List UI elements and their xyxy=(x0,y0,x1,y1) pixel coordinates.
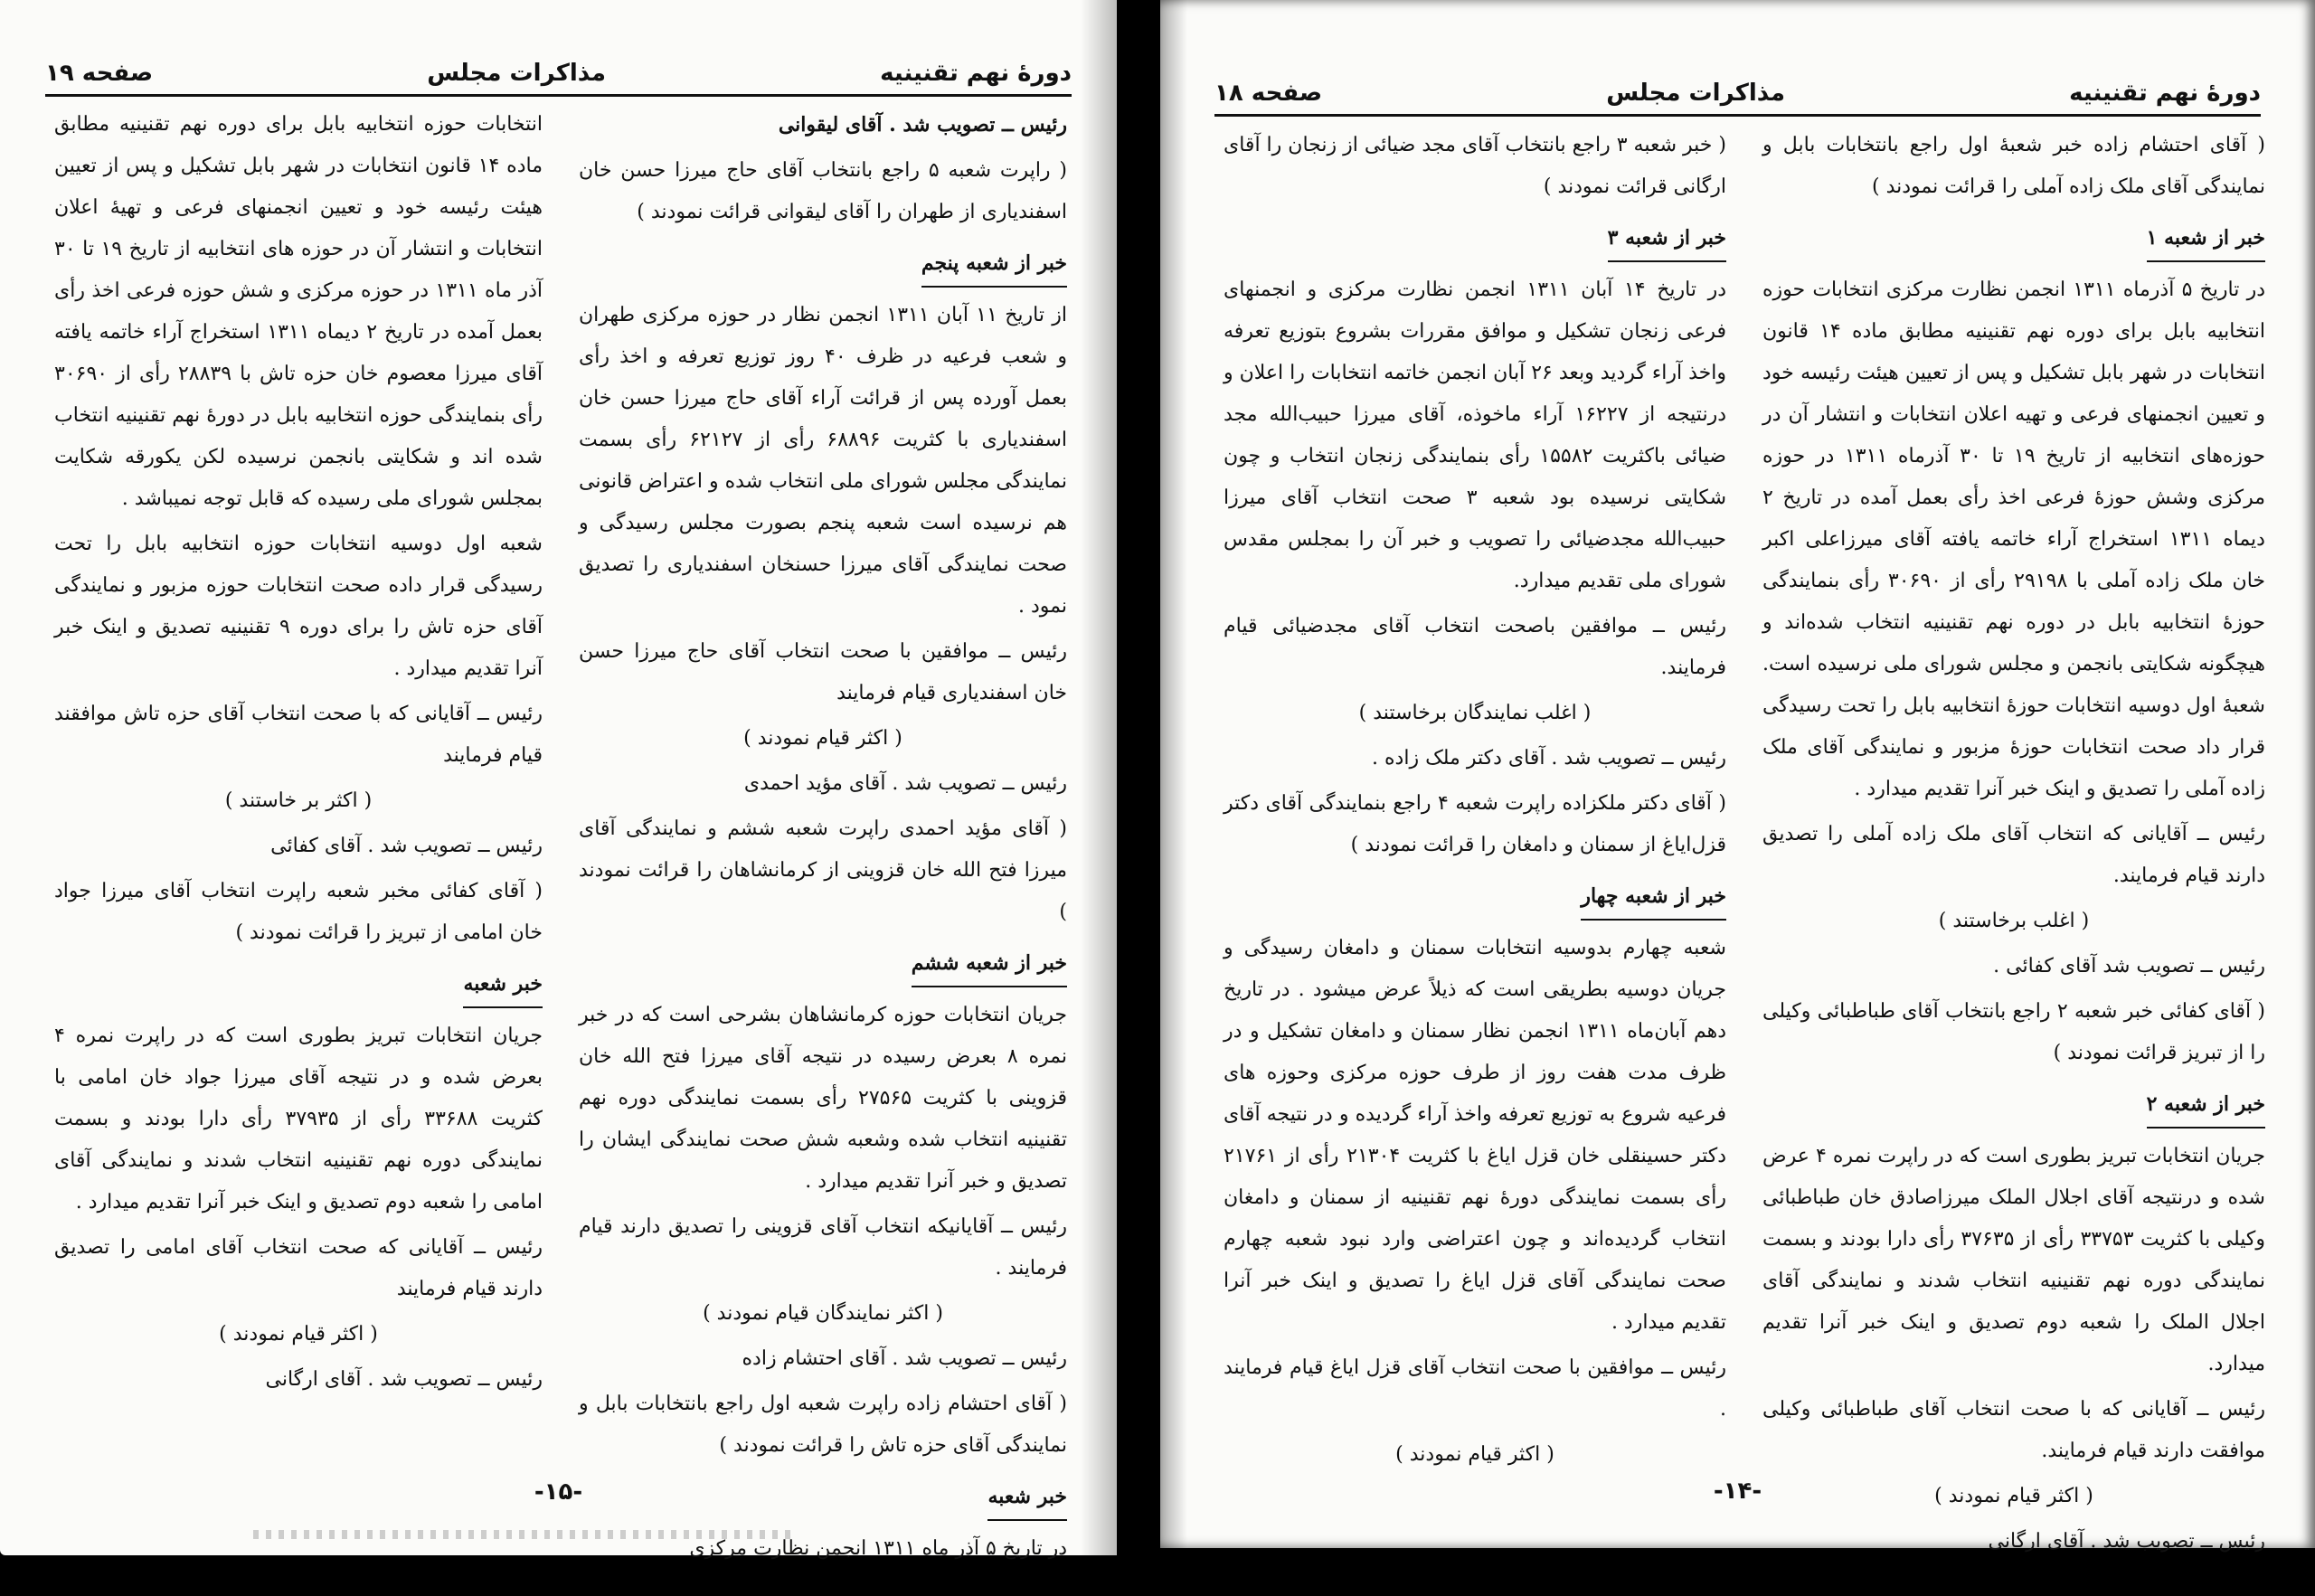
running-head xyxy=(45,52,1072,97)
page-label: صفحه ۱۹ xyxy=(45,60,154,87)
subhead-wrap xyxy=(1762,1078,2265,1136)
session-label: دورهٔ نهم تقنینیه xyxy=(2069,80,2261,107)
session-label: دورهٔ نهم تقنینیه xyxy=(880,60,1072,87)
paragraph xyxy=(579,104,1067,146)
paragraph: ( آقای کفائی مخبر شعبه راپرت انتخاب آقای میرزا جواد خان امامی از تبریز را قرائت نمودند ) xyxy=(54,880,543,944)
paragraph: در تاریخ ۵ آذرماه ۱۳۱۱ انجمن نظارت مرکزی انتخابات حوزه انتخابیه بابل برای دوره نهم تقنینیه مطابق ماده ۱۴ قانون انتخابات در شهر بابل تشکیل و پس از تعیین هیئت رئیسه خود و تعیین انجمنهای فرعی و تهیه اعلان انتخابات و انتشار آن در حوزه‌های انتخابیه از تاریخ ۱۹ تا ۳۰ آذرماه ۱۳۱۱ در حوزه مرکزی وشش حوزهٔ فرعی اخذ رأی بعمل آمده در تاریخ ۲ دیماه ۱۳۱۱ استخراج آراء خاتمه یافته آقای میرزاعلی اکبر خان ملک زاده آملی با ۲۹۱۹۸ رأی از ۳۰۶۹۰ رأی بنمایندگی حوزهٔ انتخابیه بابل در دوره نهم تقنینیه انتخاب شده‌اند و هیچگونه شکایتی بانجمن و مجلس شورای ملی نرسیده است. شعبهٔ اول دوسیه انتخابات حوزهٔ انتخابیه بابل را تحت رسیدگی قرار داد صحت انتخابات حوزهٔ مزبور و نمایندگی آقای ملک زاده آملی را تصدیق و اینک خبر آنرا تقدیم میدارد . xyxy=(1762,279,2265,800)
column-right xyxy=(579,104,1068,1560)
text-columns xyxy=(1224,125,2266,1553)
section-heading: خبر از شعبه ۳ xyxy=(1608,217,1726,262)
column-left xyxy=(1224,125,1727,1466)
paragraph: رئیس ــ تصویب شد . آقای ارگانی xyxy=(1988,1530,2265,1553)
paragraph: جریان انتخابات تبریز بطوری است که در راپرت نمره ۴ عرض شده و درنتیجه آقای اجلال الملک میرزاصادق خان طباطبائی وکیلی با کثریت ۳۳۷۵۳ رأی از ۳۷۶۳۵ رأی دارا بودند و بسمت نمایندگی دوره نهم تقنینیه انتخاب شدند و نمایندگی آقای اجلال الملک را شعبه دوم تصدیق و اینک خبر آنرا تقدیم میدارد. xyxy=(1762,1145,2266,1375)
vote-note: ( اکثر نمایندگان قیام نمودند ) xyxy=(703,1302,943,1325)
paragraph: رئیس ــ تصویب شد . آقای ارگانی xyxy=(265,1368,543,1391)
vote-note: ( اغلب برخاستند ) xyxy=(1938,910,2090,932)
paragraph: ( راپرت شعبه ۵ راجع بانتخاب آقای حاج میرزا حسن خان اسفندیاری از طهران را آقای لیقوانی قرائت نمودند ) xyxy=(579,159,1067,223)
subhead-wrap xyxy=(579,237,1067,295)
journal-title: مذاکرات مجلس xyxy=(1606,80,1785,107)
paragraph: رئیس ــ آقایانیکه انتخاب آقای قزوینی را تصدیق دارند قیام فرمایند . xyxy=(579,1215,1067,1280)
paragraph: ( آقای کفائی خبر شعبه ۲ راجع بانتخاب آقای طباطبائی وکیلی را از تبریز قرائت نمودند ) xyxy=(1762,1000,2265,1064)
vote-note: ( اکثر قیام نمودند ) xyxy=(1395,1443,1554,1466)
paragraph: ( خبر شعبه ۳ راجع بانتخاب آقای مجد ضیائی از زنجان را آقای ارگانی قرائت نمودند ) xyxy=(1224,134,1726,198)
paragraph: ( آقای مؤید احمدی راپرت شعبه ششم و نمایندگی آقای میرزا فتح الله خان قزوینی از کرمانشاهان را قرائت نمودند ) xyxy=(579,817,1067,923)
paragraph: رئیس ــ موافقین با صحت انتخاب آقای حاج میرزا حسن خان اسفندیاری قیام فرمایند xyxy=(579,640,1067,704)
vote-note: ( اغلب نمایندگان برخاستند ) xyxy=(1358,702,1592,724)
section-heading: خبر از شعبه ۱ xyxy=(2147,217,2265,262)
section-heading: خبر از شعبه ششم xyxy=(912,942,1067,987)
subhead-wrap xyxy=(1224,212,1726,269)
page-number: -۱۵- xyxy=(534,1478,583,1506)
gutter-shadow xyxy=(1081,0,1117,1555)
paragraph: در تاریخ ۵ آذر ماه ۱۳۱۱ انجمن نظارت مرکزی xyxy=(689,1537,1067,1560)
column-right xyxy=(1762,125,2266,1553)
page-number: -۱۴- xyxy=(1713,1478,1762,1505)
subhead-wrap xyxy=(579,937,1067,995)
subhead-wrap xyxy=(54,958,543,1015)
paragraph: ( آقای احتشام زاده راپرت شعبه اول راجع بانتخابات بابل و نمایندگی آقای حزه تاش را قرائت نمودند ) xyxy=(579,1393,1067,1457)
vote-note: ( اکثر قیام نمودند ) xyxy=(743,727,902,750)
paragraph: جریان انتخابات تبریز بطوری است که در راپرت نمره ۴ بعرض شده و در نتیجه آقای میرزا جواد خان امامی با کثریت ۳۳۶۸۸ رأی از ۳۷۹۳۵ رأی دارا بودند و بسمت نمایندگی دوره نهم تقنینیه انتخاب شدند و نمایندگی آقای امامی را شعبه دوم تصدیق و اینک خبر آنرا تقدیم میدارد . xyxy=(54,1025,543,1214)
paragraph: رئیس ــ موافقین با صحت انتخاب آقای قزل ایاغ قیام فرمایند . xyxy=(1224,1356,1726,1421)
vote-note: ( اکثر قیام نمودند ) xyxy=(219,1323,378,1346)
scan-artifact xyxy=(253,1530,796,1539)
left-page xyxy=(0,0,1117,1560)
paragraph: جریان انتخابات حوزه کرمانشاهان بشرحی است که در خبر نمره ۸ بعرض رسیده در نتیجه آقای میرزا فتح الله خان قزوینی با کثریت ۲۷۵۶۵ رأی بسمت نمایندگی دوره نهم تقنینیه انتخاب شده وشعبه شش صحت نمایندگی ایشان را تصدیق و خبر آنرا تقدیم میدارد . xyxy=(579,1004,1067,1193)
paragraph: در تاریخ ۱۴ آبان ۱۳۱۱ انجمن نظارت مرکزی و انجمنهای فرعی زنجان تشکیل و موافق مقررات بشروع بتوزیع تعرفه واخذ آراء گردید وبعد ۲۶ آبان انجمن خاتمه انتخابات را اعلان و درنتیجه از ۱۶۲۲۷ آراء ماخوذه، آقای میرزا حبیب‌الله مجد ضیائی باکثریت ۱۵۵۸۲ رأی بنمایندگی زنجان انتخاب و چون شکایتی نرسیده بود شعبه ۳ صحت انتخاب آقای میرزا حبیب‌الله مجدضیائی را تصویب و خبر آن را بمجلس مقدس شورای ملی تقدیم میدارد. xyxy=(1224,279,1726,592)
page-label: صفحه ۱۸ xyxy=(1214,80,1323,107)
gutter-shadow xyxy=(1160,0,1187,1548)
paragraph: رئیس ــ تصویب شد . آقای مؤید احمدی xyxy=(743,772,1067,795)
paragraph: ( آقای دکتر ملکزاده راپرت شعبه ۴ راجع بنمایندگی آقای دکتر قزل‌ایاغ از سمنان و دامغان را قرائت نمودند ) xyxy=(1224,792,1727,856)
paragraph: ( آقای احتشام زاده خبر شعبهٔ اول راجع بانتخابات بابل و نمایندگی آقای ملک زاده آملی را قرائت نمودند ) xyxy=(1762,134,2265,198)
section-heading: خبر از شعبه چهار xyxy=(1581,875,1726,921)
vote-note: ( اکثر قیام نمودند ) xyxy=(1934,1485,2093,1507)
paragraph: رئیس ــ موافقین باصحت انتخاب آقای مجدضیائی قیام فرمایند. xyxy=(1224,615,1726,679)
right-page xyxy=(1160,0,2315,1553)
speaker-line: رئیس ــ تصویب شد . آقای لیقوانی xyxy=(778,113,1067,137)
paragraph: رئیس ــ آقایانی که با صحت انتخاب آقای حزه تاش موافقند قیام فرمایند xyxy=(54,703,543,767)
section-heading: خبر شعبه xyxy=(463,963,543,1008)
paragraph: رئیس ــ آقایانی که انتخاب آقای ملک زاده آملی را تصدیق دارند قیام فرمایند. xyxy=(1762,823,2265,887)
paragraph: رئیس ــ تصویب شد . آقای احتشام زاده xyxy=(742,1347,1067,1370)
paragraph: رئیس ــ تصویب شد آقای کفائی . xyxy=(1993,955,2265,977)
running-head xyxy=(1214,72,2261,117)
paragraph: رئیس ــ تصویب شد . آقای کفائی xyxy=(270,835,543,857)
section-heading: خبر شعبه xyxy=(987,1476,1067,1521)
paragraph: رئیس ــ تصویب شد . آقای دکتر ملک زاده . xyxy=(1372,747,1726,770)
paragraph: انتخابات حوزه انتخابیه بابل برای دوره نهم تقنینیه مطابق ماده ۱۴ قانون انتخابات در شهر بابل تشکیل و پس از تعیین هیئت رئیسه خود و تعیین انجمنهای فرعی و تهیهٔ اعلان انتخابات و انتشار آن در حوزه های انتخابیه از تاریخ ۱۹ تا ۳۰ آذر ماه ۱۳۱۱ در حوزه مرکزی و شش حوزه فرعی اخذ رأی بعمل آمده در تاریخ ۲ دیماه ۱۳۱۱ استخراج آراء خاتمه یافته آقای میرزا معصوم خان حزه تاش با ۲۸۸۳۹ رأی از ۳۰۶۹۰ رأی بنمایندگی حوزه انتخابیه بابل در دورهٔ نهم تقنینیه انتخاب شده اند و شکایتی بانجمن نرسیده لکن یکورقه شکایت بمجلس شورای ملی رسیده که قابل توجه نمیباشد . xyxy=(54,113,543,510)
paragraph: رئیس ــ آقایانی که صحت انتخاب آقای امامی را تصدیق دارند قیام فرمایند xyxy=(54,1236,543,1300)
journal-title: مذاکرات مجلس xyxy=(427,60,606,87)
subhead-wrap xyxy=(1224,870,1726,928)
subhead-wrap xyxy=(1762,212,2265,269)
column-left xyxy=(54,104,543,1469)
vote-note: ( اکثر بر خاستند ) xyxy=(224,789,373,812)
paragraph: شعبه چهارم بدوسیه انتخابات سمنان و دامغان رسیدگی و جریان دوسیه بطریقی است که ذیلاً عرض میشود . در تاریخ دهم آبان‌ماه ۱۳۱۱ انجمن نظار سمنان و دامغان تشکیل و در ظرف مدت هفت روز از طرف حوزه مرکزی وحوزه های فرعیه شروع به توزیع تعرفه واخذ آراء گردیده و در نتیجه آقای دکتر حسینقلی خان قزل ایاغ با کثریت ۲۱۳۰۴ رأی از ۲۱۷۶۱ رأی بسمت نمایندگی دورهٔ نهم تقنینیه از سمنان و دامغان انتخاب گردیده‌اند و چون اعتراضی وارد نبود شعبه چهارم صحت نمایندگی آقای قزل ایاغ را تصدیق و اینک خبر آنرا تقدیم میدارد . xyxy=(1224,937,1727,1334)
paragraph: از تاریخ ۱۱ آبان ۱۳۱۱ انجمن نظار در حوزه مرکزی طهران و شعب فرعیه در ظرف ۴۰ روز توزیع تعرفه و اخذ رأی بعمل آورده پس از قرائت آراء آقای حاج میرزا حسن خان اسفندیاری با کثریت ۶۸۸۹۶ رأی از ۶۲۱۲۷ رأی بسمت نمایندگی مجلس شورای ملی انتخاب شده و اعتراض قانونی هم نرسیده است شعبه پنجم بصورت مجلس رسیدگی و صحت نمایندگی آقای میرزا حسنخان اسفندیاری را تصدیق نمود . xyxy=(579,304,1068,618)
paragraph: رئیس ــ آقایانی که با صحت انتخاب آقای طباطبائی وکیلی موافقت دارند قیام فرمایند. xyxy=(1762,1398,2265,1462)
section-heading: خبر از شعبه پنجم xyxy=(921,242,1067,288)
paragraph: شعبه اول دوسیه انتخابات حوزه انتخابیه بابل را تحت رسیدگی قرار داده صحت انتخابات حوزه مزبور و نمایندگی آقای حزه تاش را برای دوره ۹ تقنینیه تصدیق و اینک خبر آنرا تقدیم میدارد . xyxy=(54,533,543,680)
section-heading: خبر از شعبه ۲ xyxy=(2147,1083,2265,1129)
